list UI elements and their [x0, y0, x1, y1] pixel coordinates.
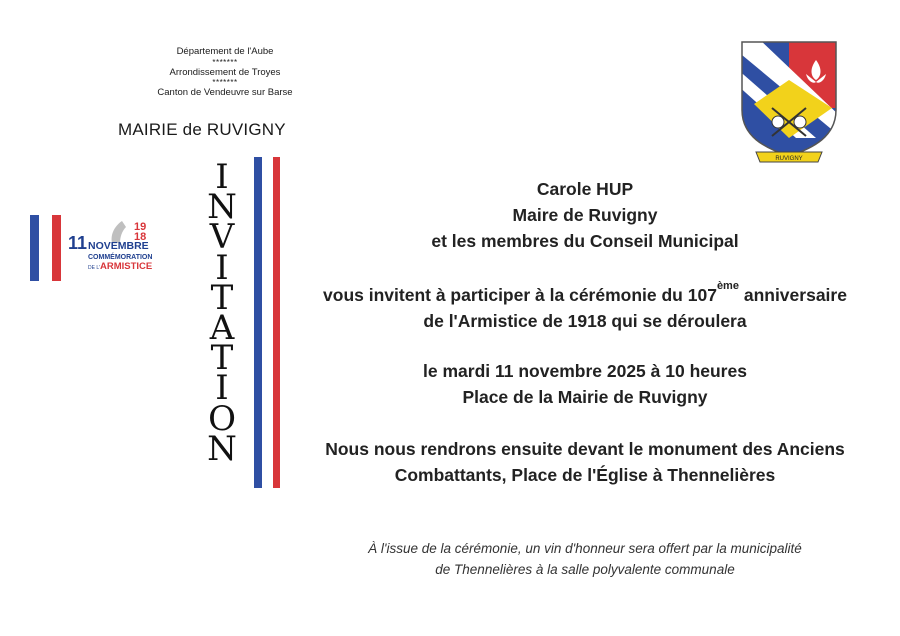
invitation-letter: I: [215, 247, 229, 288]
host-title: Maire de Ruvigny: [512, 205, 658, 225]
coat-of-arms-graphic: [736, 38, 842, 166]
invitation-text: [290, 282, 880, 334]
department-label: Département de l'Aube: [176, 46, 274, 57]
invite-line-1-end: anniversaire: [738, 285, 847, 305]
logo-month: NOVEMBRE: [88, 240, 149, 252]
coat-of-arms: [736, 38, 842, 166]
invitation-letter: N: [207, 187, 237, 228]
host-name: Carole HUP: [536, 179, 634, 199]
invitation-letter: N: [207, 428, 237, 469]
followup-line-1: Nous nous rendrons ensuite devant le monument des Anciens: [325, 439, 845, 459]
mairie-title: MAIRIE de RUVIGNY: [118, 120, 286, 139]
logo-day: 11: [68, 233, 88, 253]
invite-line-1: [290, 282, 880, 308]
invitation-heading: [200, 157, 244, 469]
ordinal-suffix: ème: [716, 280, 739, 292]
admin-header: [120, 46, 330, 99]
invitation-letter: T: [210, 277, 234, 318]
logo-commemoration: COMMÉMORATION: [88, 254, 153, 261]
logo-year-top: 19: [134, 221, 147, 233]
reception-line-2: de Thennelières à la salle polyvalente communale: [435, 562, 735, 577]
invitation-letter: A: [209, 308, 235, 349]
reception-line-1: À l'issue de la cérémonie, un vin d'honneur sera offert par la municipalité: [368, 541, 802, 556]
armistice-logo-graphic: [30, 213, 160, 283]
logo-year-bottom: 18: [134, 231, 147, 243]
invitation-letter: I: [215, 368, 229, 409]
event-place: Place de la Mairie de Ruvigny: [462, 387, 708, 407]
event-date: le mardi 11 novembre 2025 à 10 heures: [423, 361, 747, 381]
invitation-letter: I: [215, 157, 229, 197]
invitation-letter: T: [210, 338, 234, 379]
canton-label: Canton de Vendeuvre sur Barse: [157, 87, 293, 98]
logo-armistice: ARMISTICE: [100, 261, 153, 272]
followup-line-2: Combattants, Place de l'Église à Thennelières: [394, 465, 776, 485]
flag-stripe-blue: [254, 157, 262, 488]
followup-text: [290, 436, 880, 488]
flag-stripe-red: [273, 157, 280, 488]
invitation-letter: V: [209, 217, 235, 258]
armistice-logo: [30, 213, 160, 283]
separator-stars: *******: [212, 78, 238, 87]
host-with: et les membres du Conseil Municipal: [431, 231, 739, 251]
arms-banner: RUVIGNY: [775, 156, 803, 162]
invite-line-1-text: vous invitent à participer à la cérémonie du 107: [323, 285, 717, 305]
logo-de-l: DE L': [88, 265, 101, 271]
event-details: [290, 358, 880, 410]
host-block: [290, 176, 880, 254]
invitation-letter: O: [208, 398, 236, 439]
reception-note: [300, 538, 870, 580]
invite-line-2: de l'Armistice de 1918 qui se déroulera: [423, 311, 747, 331]
arrondissement-label: Arrondissement de Troyes: [169, 66, 281, 78]
separator-stars: *******: [212, 57, 238, 67]
